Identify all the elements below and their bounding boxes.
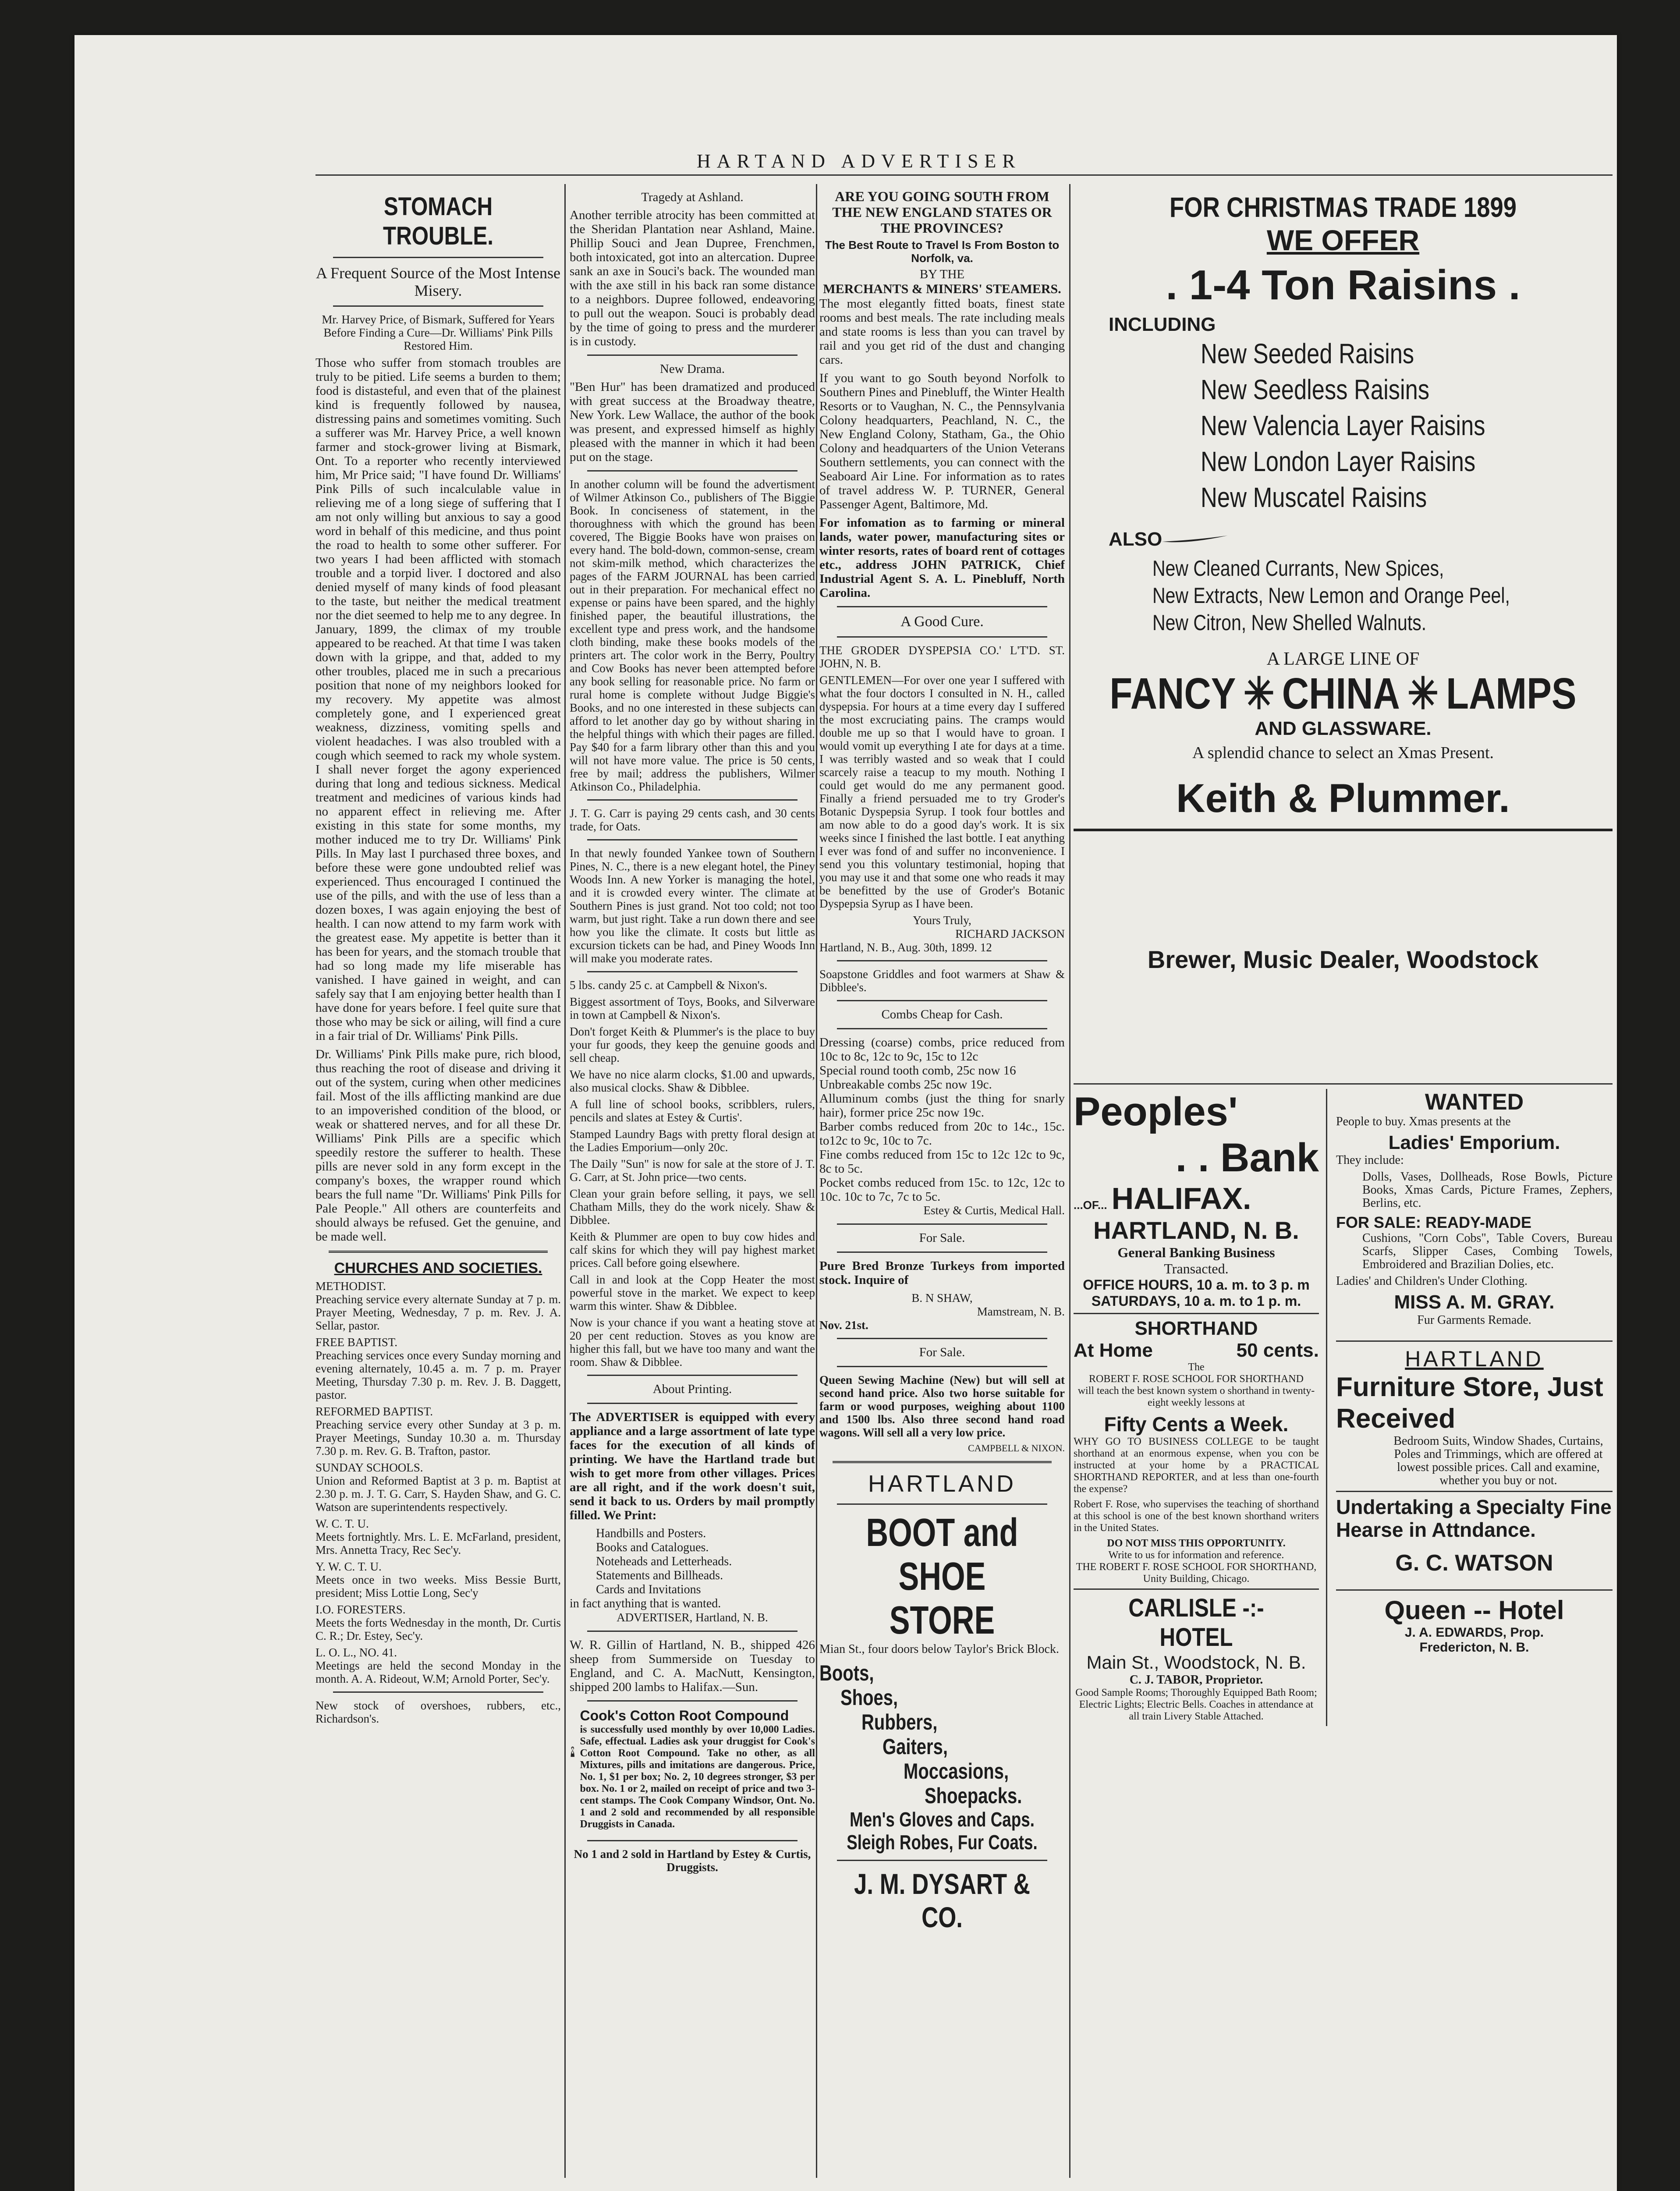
fancy-line <box>1109 669 1577 718</box>
boot-hartland: HARTLAND <box>868 1471 1017 1497</box>
also-item: New Citron, New Shelled Walnuts. <box>1152 610 1427 635</box>
boot-item: Gaiters, <box>883 1734 948 1759</box>
carlisle-address: Main St., Woodstock, N. B. <box>1086 1652 1306 1673</box>
gillin-notice: W. R. Gillin of Hartland, N. B., shipped 426 sheep from Summerside on Tuesday to England, and C. A. MacNutt, Kensington, shipped 200 lambs to Halifax.—Sun. <box>570 1638 815 1694</box>
for-sale-text: Cushions, "Corn Cobs", Table Covers, Bureau Scarfs, Slipper Cases, Combing Towels, Embroidered and Brazilian Dolies, etc. <box>1362 1231 1613 1271</box>
church-entry: Meets fortnightly. Mrs. L. E. McFarland, president, Mrs. Annetta Tracy, Rec Sec'y. <box>315 1530 561 1556</box>
printing-body: The ADVERTISER is equipped with every appliance and a large assortment of late type faces for the execution of all kinds of printing. We have the Hartland trade but wish to get more from other villages. Prices are all right, and if the work doesn't suit, send it back to us. Orders by mail promptly filled. We Print: <box>570 1410 815 1522</box>
boot-name: J. M. DYSART & CO. <box>854 1868 1030 1933</box>
boot-item: Rubbers, <box>861 1710 938 1734</box>
south-body: If you want to go South beyond Norfolk to Southern Pines and Pinebluff, the Winter Health Resorts or to Vaughan, N. C., the Pennsylvania Colony headquarters, Peachland, N. C., the New England Colony, Statham, Ga., the Ohio Colony and headquarters of the Union Veterans Southern settlements, you can connect with the Seaboard Air Line. For information as to rates of travel address W. P. TURNER, General Passenger Agent, Baltimore, Md. <box>819 371 1065 511</box>
local-notices <box>570 979 815 1368</box>
bank-transacted: Transacted. <box>1164 1261 1229 1276</box>
column-3 <box>819 188 1065 2169</box>
wanted-text: People to buy. Xmas presents at the <box>1336 1115 1511 1128</box>
woman-portrait-icon <box>570 1708 575 1795</box>
large-line: A LARGE LINE OF <box>1266 649 1420 669</box>
boot-item: Boots, <box>819 1661 874 1685</box>
local-notice: Stamped Laundry Bags with pretty floral design at the Ladies Emporium—only 20c. <box>570 1127 815 1154</box>
bank-hartland: HARTLAND, N. B. <box>1093 1216 1299 1244</box>
divider <box>837 1028 1047 1029</box>
star-icon: ✳ <box>1407 669 1439 718</box>
boot-store-ad <box>819 1470 1065 1934</box>
bank-of-row <box>1074 1181 1319 1216</box>
local-notice: Clean your grain before selling, it pays, we sell Chatham Mills, they do the work nicely. Shaw & Dibblee. <box>570 1187 815 1227</box>
divider <box>333 257 543 258</box>
bank-bank: . . Bank <box>1175 1135 1319 1180</box>
combs-list <box>819 1035 1065 1204</box>
deck: Mr. Harvey Price, of Bismark, Suffered for Years Before Finding a Cure—Dr. Williams' Pink Pills Restored Him. <box>322 313 555 352</box>
carlisle-text: Good Sample Rooms; Thoroughly Equipped Bath Room; Electric Lights; Electric Bells. Coaches in attendance at all train Livery Stable Attached. <box>1075 1687 1317 1722</box>
sh-will: will teach the best known system o shorthand in twenty-eight weekly lessons at <box>1077 1385 1315 1408</box>
we-offer: WE OFFER <box>1266 224 1420 256</box>
print-signature: ADVERTISER, Hartland, N. B. <box>617 1611 768 1624</box>
forsale-heading: For Sale. <box>919 1231 965 1245</box>
xmas-heading: FOR CHRISTMAS TRADE 1899 <box>1170 191 1517 223</box>
church-entry: Preaching service every other Sunday at 3 p. m. Prayer Meetings, Sunday 10.30 a. m. Thursday 7.30 p. m. Rev. G. B. Trafton, pastor. <box>315 1418 561 1457</box>
raisin-item: New Valencia Layer Raisins <box>1201 410 1485 441</box>
column-rule <box>1069 184 1070 2178</box>
turkeys-signature: Mamstream, N. B. <box>977 1305 1065 1318</box>
flourish-icon <box>1162 533 1232 546</box>
church-entry: SUNDAY SCHOOLS. <box>315 1461 423 1474</box>
divider <box>837 1860 1047 1861</box>
furniture-ad <box>1336 1346 1613 1576</box>
keith-plummer: Keith & Plummer. <box>1176 776 1510 821</box>
bank-of: ...OF... <box>1074 1198 1107 1212</box>
south-heading: ARE YOU GOING SOUTH FROM THE NEW ENGLAND STATES OR THE PROVINCES? <box>832 188 1052 236</box>
undertaking: Undertaking a Specialty Fine Hearse in Attndance. <box>1336 1496 1612 1541</box>
column-2 <box>570 188 815 2169</box>
left-ads <box>1074 1089 1327 1726</box>
divider <box>333 305 543 307</box>
sh-write: Write to us for information and reference. <box>1108 1549 1284 1561</box>
comb-item: Unbreakable combs 25c now 19c. <box>819 1078 992 1092</box>
church-entry: REFORMED BAPTIST. <box>315 1405 433 1418</box>
divider <box>1074 1083 1613 1085</box>
divider <box>837 1503 1047 1505</box>
divider <box>837 606 1047 607</box>
church-entry: FREE BAPTIST. <box>315 1336 398 1349</box>
combs-heading: Combs Cheap for Cash. <box>881 1007 1003 1021</box>
divider <box>587 1375 797 1376</box>
print-item: Noteheads and Letterheads. <box>596 1555 732 1568</box>
divider <box>587 1840 797 1841</box>
shorthand-ad <box>1074 1318 1319 1585</box>
cure-name: RICHARD JACKSON <box>955 927 1065 940</box>
divider <box>837 1223 1047 1225</box>
bank-general: General Banking Business <box>1117 1244 1275 1260</box>
print-items <box>570 1527 815 1597</box>
column-4 <box>1074 188 1613 2169</box>
sh-why: WHY GO TO BUSINESS COLLEGE to be taught shorthand at an enormous expense, when you con be instructed at your home by a PRACTICAL SHORTHAND REPORTER, and at less than one-fourth the expense? <box>1074 1436 1319 1495</box>
print-item: Statements and Billheads. <box>596 1569 723 1582</box>
south-subheading: The Best Route to Travel Is From Boston to Norfolk, va. <box>825 238 1060 265</box>
local-notice: Don't forget Keith & Plummer's is the place to buy your fur goods, they keep the genuine goods and sell cheap. <box>570 1025 815 1064</box>
sh-miss: DO NOT MISS THIS OPPORTUNITY. <box>1107 1538 1286 1549</box>
raisins-heading: . 1-4 Ton Raisins . <box>1166 262 1521 308</box>
combs-signature: Estey & Curtis, Medical Hall. <box>923 1204 1065 1217</box>
brewer-ad: Brewer, Music Dealer, Woodstock <box>1147 946 1539 973</box>
cure-yours: Yours Truly, <box>913 914 971 927</box>
boot-items <box>819 1661 1022 1808</box>
queen-proprietor: J. A. EDWARDS, Prop. <box>1404 1625 1544 1640</box>
also-row <box>1109 528 1613 550</box>
queen-title: Queen -- Hotel <box>1384 1595 1564 1625</box>
for-sale: FOR SALE: READY-MADE <box>1336 1213 1532 1231</box>
south-body: For infomation as to farming or mineral lands, water power, manufacturing sites or winter resorts, rates of board rent of cottages etc., address JOHN PATRICK, Chief Industrial Agent S. A. L. Pinebluff, North Carolina. <box>819 516 1065 600</box>
including: INCLUDING <box>1109 314 1216 335</box>
divider <box>833 1461 1052 1463</box>
drama-heading: New Drama. <box>659 362 725 376</box>
column-rule <box>816 184 817 2178</box>
sh-fifty: Fifty Cents a Week. <box>1104 1413 1289 1436</box>
church-entry: I.O. FORESTERS. <box>315 1603 406 1616</box>
also-item: New Cleaned Currants, New Spices, <box>1152 556 1444 581</box>
divider <box>837 1251 1047 1253</box>
soapstone-notice: Soapstone Griddles and foot warmers at Shaw & Dibblee's. <box>819 968 1065 994</box>
churches-list <box>315 1280 561 1685</box>
local-notice: 5 lbs. candy 25 c. at Campbell & Nixon's. <box>570 979 768 992</box>
glassware: AND GLASSWARE. <box>1255 718 1432 739</box>
fancy-word: CHINA <box>1282 669 1400 718</box>
cure-body: GENTLEMEN—For over one year I suffered with what the four doctors I consulted in N. H., called dyspepsia. For hours at a time every day I suffered the most excruciating pains. The cramps would double me up so that I would have to groan. I would vomit up everything I ate for days at a time. I was terribly wasted and so weak that I could scarcely raise a teacup to my mouth. Nothing I could get would do me any permanent good. Finally a friend persuaded me to try Groder's Botanic Dyspepsia Syrup. I took four bottles and am now able to do a good day's work. It is six weeks since I finished the last bottle. I eat anything I ever was fond of and suffer no inconvenience. I send you this voluntary testimonial, hoping that you may use it and that some one who reads it may be benefitted by the use of Groder's Botanic Dyspepsia Syrup as I have been. <box>819 674 1065 910</box>
emporium: Ladies' Emporium. <box>1388 1132 1560 1153</box>
local-notice: The Daily "Sun" is now for sale at the store of J. T. G. Carr, at St. John price—two cents. <box>570 1157 815 1184</box>
comb-item: Fine combs reduced from 15c to 12c 12c to 9c, 8c to 5c. <box>819 1148 1065 1176</box>
overshoes-notice: New stock of overshoes, rubbers, etc., Richardson's. <box>315 1699 561 1725</box>
divider <box>1074 829 1613 831</box>
comb-item: Barber combs reduced from 20c to 14c., 15c. to12c to 9c, 10c to 7c. <box>819 1120 1065 1148</box>
column-1 <box>315 188 561 2169</box>
sewing-signature: CAMPBELL & NIXON. <box>968 1443 1065 1454</box>
cook-body: is successfully used monthly by over 10,000 Ladies. Safe, effectual. Ladies ask your druggist for Cook's Cotton Root Compound. Take no other, as all Mixtures, pills and imitations are dangerous. Price, No. 1, $1 per box; No. 2, 10 degrees stronger, $3 per box. No. 1 or 2, mailed on receipt of price and two 3-cent stamps. The Cook Company Windsor, Ont. No. 1 and 2 sold and recommended by all responsible Druggists in Canada. <box>580 1724 815 1830</box>
divider <box>837 1366 1047 1367</box>
boot-title: BOOT and SHOE STORE <box>866 1511 1018 1642</box>
fancy-word: FANCY <box>1109 669 1236 718</box>
sh-title: SHORTHAND <box>1134 1318 1258 1339</box>
subhead: A Frequent Source of the Most Intense Misery. <box>316 264 560 299</box>
printing-heading: About Printing. <box>652 1382 732 1396</box>
cook-heading: Cook's Cotton Root Compound <box>580 1708 789 1723</box>
divider <box>587 839 797 840</box>
divider <box>1074 1313 1319 1314</box>
print-tail: in fact anything that is wanted. <box>570 1597 721 1610</box>
boot-item: Shoes, <box>840 1685 898 1710</box>
sh-home: At Home <box>1074 1340 1153 1361</box>
forsale-heading: For Sale. <box>919 1345 965 1359</box>
cook-ad <box>570 1708 815 1834</box>
splendid: A splendid chance to select an Xmas Present. <box>1192 744 1494 762</box>
article-body: Dr. Williams' Pink Pills make pure, rich blood, thus reaching the root of disease and driving it out of the system, curing when other medicines fail. Most of the ills afflicting mankind are due to an impoverished condition of the blood, or weak or shattered nerves, and for all these Dr. Williams' Pink Pills are a specific which speedily restore the sufferer to health. These pills are never sold in any form except in the company's boxes, the wrapper round which bears the full name "Dr. Williams' Pink Pills for Pale People." All others are counterfeits and should always be refused. Get the genuine, and be made well. <box>315 1047 561 1244</box>
bank-halifax: HALIFAX. <box>1111 1181 1251 1216</box>
local-notice: We have no nice alarm clocks, $1.00 and upwards, also musical clocks. Shaw & Dibblee. <box>570 1068 815 1094</box>
cure-address: THE GRODER DYSPEPSIA CO.' L'T'D. ST. JOHN, N. B. <box>819 644 1065 670</box>
comb-item: Dressing (coarse) combs, price reduced from 10c to 8c, 12c to 9c, 15c to 12c <box>819 1035 1065 1064</box>
sh-address: THE ROBERT F. ROSE SCHOOL FOR SHORTHAND, Unity Building, Chicago. <box>1076 1561 1317 1585</box>
biggie-notice: In another column will be found the advertisment of Wilmer Atkinson Co., publishers of The Biggie Book. In conciseness of statement, in the thoroughness with which the ground has been covered, The Biggie Books have won praises on every hand. The bold-down, common-sense, cream not skim-milk method, which characterizes the pages of the FARM JOURNAL has been carried out in their preparation. For mechanical effect no expense or pains have been spared, and the highly finished paper, the beautiful illustrations, the excellent type and press work, and the handsome cloth binding, make these books models of the printers art. The color work in the Berry, Poultry and Cow Books has never been attempted before any book selling for reasonable price. No farm or rural home is complete without Judge Biggie's Books, and no one interested in these subjects can afford to let another day go by without sharing in the helpful things with which their pages are filled. Pay $40 for a farm library other than this and you will not have more value. The price is 50 cents, free by mail; address the publishers, Wilmer Atkinson Co., Philadelphia. <box>570 478 815 793</box>
church-entry: Meets once in two weeks. Miss Bessie Burtt, president; Miss Lottie Long, Sec'y <box>315 1573 561 1599</box>
boot-item: Shoepacks. <box>925 1783 1022 1808</box>
comb-item: Pocket combs reduced from 15c. to 12c, 12c to 10c. 10c to 7c, 7c to 5c. <box>819 1176 1065 1204</box>
turkeys-notice: Pure Bred Bronze Turkeys from imported stock. Inquire of <box>819 1259 1065 1287</box>
church-entry: Preaching services once every Sunday morning and evening alternately, 10.45 a. m. 7 p. m. Prayer Meeting, Thursday 7.30 p. m. Rev. J. B. Daggett, pastor. <box>315 1349 561 1401</box>
raisin-item: New Seeded Raisins <box>1201 338 1414 369</box>
sh-price: 50 cents. <box>1236 1340 1319 1361</box>
right-ads <box>1327 1089 1613 1726</box>
church-entry: W. C. T. U. <box>315 1517 369 1530</box>
divider <box>587 799 797 801</box>
sh-row <box>1074 1340 1319 1361</box>
also-item: New Extracts, New Lemon and Orange Peel, <box>1152 583 1510 608</box>
print-item: Handbills and Posters. <box>596 1527 706 1540</box>
divider <box>333 1691 543 1693</box>
also: ALSO <box>1109 528 1163 550</box>
headline: STOMACH TROUBLE. <box>383 192 493 250</box>
steamers-heading: MERCHANTS & MINERS' STEAMERS. <box>823 282 1061 296</box>
carr-notice: J. T. G. Carr is paying 29 cents cash, and 30 cents trade, for Oats. <box>570 807 815 833</box>
bank-peoples: Peoples' <box>1074 1089 1238 1134</box>
sh-rose: Robert F. Rose, who supervises the teaching of shorthand at this school is one of the best known shorthand writers in the United States. <box>1074 1499 1319 1534</box>
furs: Fur Garments Remade. <box>1417 1313 1531 1327</box>
include: They include: <box>1336 1153 1404 1167</box>
fancy-word: LAMPS <box>1446 669 1577 718</box>
boot-address: Mian St., four doors below Taylor's Brick Block. <box>819 1642 1059 1656</box>
cure-heading: A Good Cure. <box>900 613 984 630</box>
cook-sold-notice: No 1 and 2 sold in Hartland by Estey & Curtis, Druggists. <box>574 1847 811 1874</box>
church-entry: Y. W. C. T. U. <box>315 1560 382 1573</box>
comb-item: Special round tooth comb, 25c now 16 <box>819 1064 1016 1078</box>
keith-plummer-ad <box>1074 191 1613 831</box>
pines-notice: In that newly founded Yankee town of Southern Pines, N. C., there is a new elegant hotel, the Piney Woods Inn. A new Yorker is managing the hotel, and it is crowded every winter. The climate at Southern Pines is just grand. Not too cold; not too warm, but just right. Take a run down there and see how you like the climate. It costs but little as excursion tickets can be had, and Piney Woods Inn will make you moderate rates. <box>570 847 815 965</box>
carlisle-hotel-ad <box>1074 1593 1319 1723</box>
furn-text: Bedroom Suits, Window Shades, Curtains, Poles and Trimmings, which are offered at lowest possible prices. Call and examine, whether you buy or not. <box>1393 1434 1603 1487</box>
turkeys-signature: B. N SHAW, <box>911 1291 973 1305</box>
divider <box>1074 1588 1319 1590</box>
local-notice: Now is your chance if you want a heating stove at 20 per cent reduction. Stoves as you know are higher this fall, but we have too many and want the room. Shaw & Dibblee. <box>570 1316 815 1368</box>
print-item: Cards and Invitations <box>596 1583 701 1596</box>
peoples-bank-ad <box>1074 1089 1319 1309</box>
bank-hours: OFFICE HOURS, 10 a. m. to 3 p. m <box>1083 1277 1310 1293</box>
column-rule <box>564 184 566 2178</box>
turkeys-date: Nov. 21st. <box>819 1319 868 1332</box>
churches-heading: CHURCHES AND SOCIETIES. <box>334 1260 542 1276</box>
comb-item: Alluminum combs (just the thing for snarly hair), former price 25c now 19c. <box>819 1092 1065 1120</box>
church-entry: Meets the forts Wednesday in the month, Dr. Curtis C. R.; Dr. Estey, Sec'y. <box>315 1616 561 1642</box>
queen-address: Fredericton, N. B. <box>1419 1640 1529 1655</box>
masthead: HARTAND ADVERTISER <box>697 150 1021 172</box>
tragedy-body: Another terrible atrocity has been committed at the Sheridan Plantation near Ashland, Maine. Phillip Souci and Jean Dupree, Frenchmen, both intoxicated, got into an altercation. Dupree sank an axe in Souci's back. The wounded man with the axe still in his back ran some distance to a neighbors. Dupree followed, endeavoring to pull out the weapon. Souci is probably dead by the time of going to press and the murderer is in custody. <box>570 208 815 348</box>
divider <box>587 1403 797 1404</box>
raisin-item: New Muscatel Raisins <box>1201 482 1427 513</box>
church-entry: Meetings are held the second Monday in the month. A. A. Rideout, W.M; Arnold Porter, Sec'y. <box>315 1659 561 1685</box>
divider <box>587 1631 797 1632</box>
church-entry: L. O. L., NO. 41. <box>315 1646 397 1659</box>
include-text: Dolls, Vases, Dollheads, Rose Bowls, Picture Books, Xmas Cards, Picture Frames, Zephers, Berlins, etc. <box>1362 1170 1613 1210</box>
drama-body: "Ben Hur" has been dramatized and produced with great success at the Broadway theatre, New York. Lew Wallace, the author of the book was present, and expressed himself as highly pleased with the manner in which it had been put on the stage. <box>570 380 815 464</box>
local-notice: Call in and look at the Copp Heater the most powerful stove in the market. We expect to keep warm this winter. Shaw & Dibblee. <box>570 1273 815 1312</box>
sh-the: The <box>1188 1361 1205 1373</box>
divider <box>587 1700 797 1702</box>
divider <box>1336 1589 1613 1591</box>
emporium-ad <box>1336 1089 1613 1327</box>
print-item: Books and Catalogues. <box>596 1541 709 1554</box>
church-entry: Preaching service every alternate Sunday at 7 p. m. Prayer Meeting, Wednesday, 7 p. m. Rev. J. A. Sellar, pastor. <box>315 1293 561 1332</box>
masthead-rule <box>315 174 1613 176</box>
divider <box>587 971 797 972</box>
sewing-notice: Queen Sewing Machine (New) but will sell at second hand price. Also two horse suitable for farm or wood purposes, weighing about 1100 and 1500 lbs. Also three second hand road wagons. Will sell all a very low price. <box>819 1373 1065 1439</box>
underwear: Ladies' and Children's Under Clothing. <box>1336 1274 1528 1288</box>
raisin-item: New London Layer Raisins <box>1201 446 1476 477</box>
watson: G. C. WATSON <box>1395 1550 1553 1576</box>
raisin-list <box>1201 336 1538 515</box>
church-entry: Union and Reformed Baptist at 3 p. m. Baptist at 2.30 p. m. J. T. G. Carr, S. Hayden Shaw, and G. C. Watson are superintendents respectively. <box>315 1474 561 1514</box>
miss-gray: MISS A. M. GRAY. <box>1394 1291 1555 1313</box>
divider <box>587 355 797 356</box>
divider <box>1336 1340 1613 1342</box>
furn-hartland: HARTLAND <box>1405 1347 1544 1371</box>
carlisle-title: CARLISLE -:- HOTEL <box>1128 1594 1264 1652</box>
divider <box>837 960 1047 961</box>
sh-school: ROBERT F. ROSE SCHOOL FOR SHORTHAND <box>1089 1373 1304 1385</box>
divider <box>837 636 1047 638</box>
also-list <box>1152 555 1530 636</box>
carlisle-proprietor: C. J. TABOR, Proprietor. <box>1129 1673 1263 1687</box>
bank-saturdays: SATURDAYS, 10 a. m. to 1 p. m. <box>1091 1293 1301 1309</box>
local-notice: Biggest assortment of Toys, Books, and Silverware in town at Campbell & Nixon's. <box>570 995 815 1021</box>
article-body: Those who suffer from stomach troubles are truly to be pitied. Life seems a burden to them; food is distasteful, and even that of the plainest kind is frequently followed by nausea, distressing pains and sometimes vomiting. Such a sufferer was Mr. Harvey Price, a well known farmer and stock-grower living at Bismark, Ont. To a reporter who recently interviewed him, Mr Price said; "I have found Dr. Williams' Pink Pills of such incalculable value in relieving me of a long siege of suffering that I am not only willing but anxious to say a good word in behalf of this medicine, and thus point the road to health to some other sufferer. For two years I had been afflicted with stomach trouble and a torpid liver. I doctored and also denied myself of many kinds of food pleasant to the taste, but neither the medical treatment nor the diet seemed to help me to any degree. In January, 1899, the climax of my trouble appeared to be reached. At that time I was taken down with la grippe, and that, added to my other troubles, placed me in such a precarious position that none of my neighbors looked for my recovery. My appetite was almost completely gone, and I experienced great weakness, dizziness, vomiting spells and violent headaches. I was also troubled with a cough which seemed to rack my whole system. I shall never forget the agony experienced during that long and tedious sickness. Medical treatment and medicines of various kinds had no apparent effect in relieving me. After existing in this state for some months, my mother induced me to try Dr. Williams' Pink Pills. In May last I purchased three boxes, and before these were gone undoubted relief was experienced. Thus encouraged I continued the use of the pills, and with the use of less than a dozen boxes, I was again enjoying the best of health. I can now attend to my farm work with the greatest ease. My appetite is better than it has been for years, and the stomach trouble that had so long made my life miserable has vanished. I have gained in weight, and can safely say that I am enjoying better health than I have done for years before. I feel quite sure that those who may be sick or ailing, will find a cure in a fair trial of Dr. Williams' Pink Pills. <box>315 356 561 1043</box>
furn-title: Furniture Store, Just Received <box>1336 1372 1603 1434</box>
star-icon: ✳ <box>1243 669 1275 718</box>
local-notice: Keith & Plummer are open to buy cow hides and calf skins for which they will pay highest market prices. Call before going elsewhere. <box>570 1230 815 1269</box>
wanted: WANTED <box>1425 1089 1524 1115</box>
divider <box>587 470 797 472</box>
south-body: The most elegantly fitted boats, finest state rooms and best meals. The rate including meals and state rooms is less than you can travel by rail and you get rid of the dust and changing cars. <box>819 297 1065 367</box>
local-notice: A full line of school books, scribblers, rulers, pencils and slates at Estey & Curtis'. <box>570 1098 815 1124</box>
church-entry: METHODIST. <box>315 1280 386 1293</box>
cure-date: Hartland, N. B., Aug. 30th, 1899. 12 <box>819 941 992 954</box>
divider <box>1336 1491 1613 1492</box>
by-the: BY THE <box>919 267 965 281</box>
boot-item: Moccasions, <box>904 1759 1009 1783</box>
lower-ads <box>1074 1089 1613 1726</box>
divider <box>837 1338 1047 1339</box>
queen-hotel-ad <box>1336 1595 1613 1655</box>
tragedy-heading: Tragedy at Ashland. <box>641 190 744 204</box>
boot-gloves: Men's Gloves and Caps. Sleigh Robes, Fur Coats. <box>847 1808 1038 1854</box>
divider <box>329 1251 548 1253</box>
raisin-item: New Seedless Raisins <box>1201 374 1430 405</box>
divider <box>837 1000 1047 1001</box>
